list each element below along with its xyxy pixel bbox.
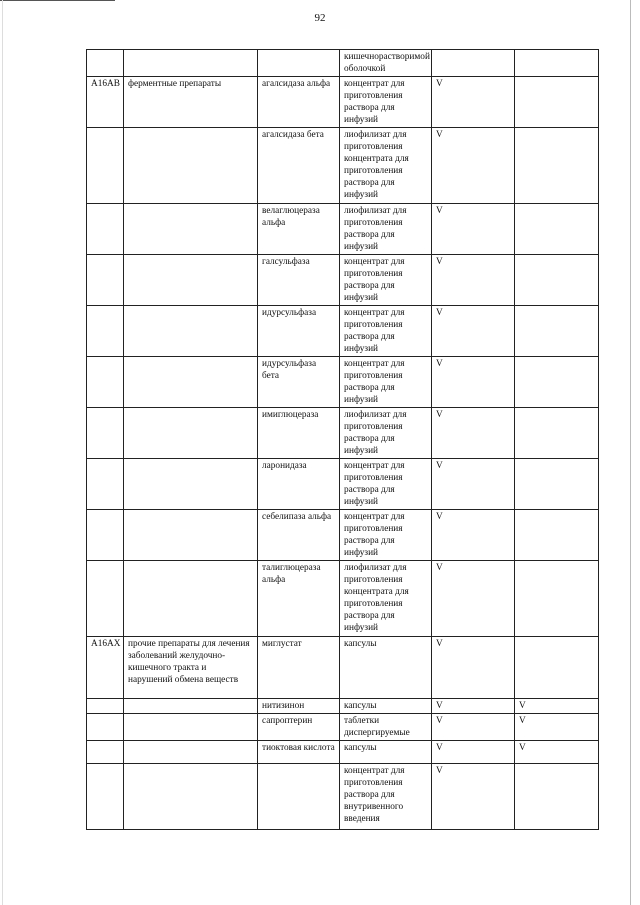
cell-form: концентрат для приготовления раствора для внутривенного введения [340,764,432,830]
cell-form: капсулы [340,637,432,699]
cell-mark2 [515,306,599,357]
table-row [87,699,599,714]
cell-group [124,764,258,830]
cell-group [124,306,258,357]
cell-group: ферментные препараты [124,77,258,128]
cell-form: концентрат для приготовления раствора для инфузий [340,459,432,510]
cell-group [124,128,258,204]
cell-code [87,741,124,764]
cell-code [87,714,124,741]
cell-form: лиофилизат для приготовления концентрата для приготовления раствора для инфузий [340,128,432,204]
cell-group: прочие препараты для лечения заболеваний желудочно-кишечного тракта и нарушений обмена веществ [124,637,258,699]
table-row [87,561,599,637]
cell-drug: галсульфаза [258,255,340,306]
cell-mark1: V [432,306,515,357]
cell-group [124,741,258,764]
cell-group [124,50,258,77]
cell-drug [258,50,340,77]
cell-code [87,459,124,510]
table-row [87,77,599,128]
cell-mark2 [515,357,599,408]
cell-code [87,408,124,459]
cell-group [124,510,258,561]
cell-mark2 [515,459,599,510]
cell-mark1: V [432,699,515,714]
cell-mark1: V [432,255,515,306]
cell-mark2 [515,637,599,699]
table-row [87,306,599,357]
cell-mark1: V [432,764,515,830]
cell-form: концентрат для приготовления раствора для инфузий [340,510,432,561]
cell-mark2: V [515,699,599,714]
drug-table [86,49,599,830]
cell-mark1: V [432,561,515,637]
cell-form: лиофилизат для приготовления раствора для инфузий [340,204,432,255]
cell-mark1: V [432,741,515,764]
cell-mark2: V [515,714,599,741]
cell-form: капсулы [340,741,432,764]
cell-form: лиофилизат для приготовления раствора для инфузий [340,408,432,459]
page-number: 92 [314,12,326,24]
cell-code [87,204,124,255]
table-body [87,50,599,830]
table-row [87,510,599,561]
cell-mark2 [515,764,599,830]
cell-mark2 [515,561,599,637]
cell-mark2 [515,204,599,255]
cell-form: концентрат для приготовления раствора для инфузий [340,357,432,408]
cell-drug: агалсидаза альфа [258,77,340,128]
table-row [87,637,599,699]
cell-mark2 [515,128,599,204]
cell-drug: миглустат [258,637,340,699]
cell-code [87,255,124,306]
cell-code [87,699,124,714]
cell-code: A16AB [87,77,124,128]
cell-drug: идурсульфаза [258,306,340,357]
cell-code [87,510,124,561]
table-row [87,255,599,306]
cell-group [124,561,258,637]
cell-mark1: V [432,408,515,459]
table-row [87,204,599,255]
cell-form: концентрат для приготовления раствора для инфузий [340,306,432,357]
cell-mark1: V [432,77,515,128]
cell-code: A16AX [87,637,124,699]
cell-mark1: V [432,637,515,699]
cell-group [124,255,258,306]
cell-form: кишечнорастворимой оболочкой [340,50,432,77]
cell-drug: нитизинон [258,699,340,714]
cell-code [87,128,124,204]
cell-mark2 [515,408,599,459]
cell-drug: имиглюцераза [258,408,340,459]
cell-drug: ларонидаза [258,459,340,510]
table-row [87,408,599,459]
cell-group [124,408,258,459]
cell-form: капсулы [340,699,432,714]
table-row [87,714,599,741]
cell-mark1: V [432,357,515,408]
cell-code [87,764,124,830]
cell-form: таблетки диспергируемые [340,714,432,741]
cell-code [87,306,124,357]
cell-drug: талиглюцераза альфа [258,561,340,637]
cell-group [124,459,258,510]
cell-code [87,561,124,637]
scan-edge-top [0,0,115,1]
cell-mark2 [515,510,599,561]
cell-group [124,699,258,714]
cell-mark1: V [432,128,515,204]
cell-mark1: V [432,510,515,561]
cell-mark2 [515,50,599,77]
cell-form: концентрат для приготовления раствора для инфузий [340,255,432,306]
cell-mark2 [515,255,599,306]
table-row [87,357,599,408]
cell-group [124,714,258,741]
scan-edge-left [2,0,3,905]
table-row [87,50,599,77]
cell-drug: идурсульфаза бета [258,357,340,408]
scan-edge-right [630,0,631,905]
table-row [87,459,599,510]
cell-drug: велаглюцераза альфа [258,204,340,255]
cell-code [87,50,124,77]
cell-mark1 [432,50,515,77]
cell-group [124,204,258,255]
cell-mark1: V [432,204,515,255]
cell-drug: сапроптерин [258,714,340,741]
table-row [87,128,599,204]
cell-drug [258,764,340,830]
cell-group [124,357,258,408]
cell-drug: себелипаза альфа [258,510,340,561]
cell-form: лиофилизат для приготовления концентрата для приготовления раствора для инфузий [340,561,432,637]
cell-mark2 [515,77,599,128]
cell-drug: агалсидаза бета [258,128,340,204]
cell-drug: тиоктовая кислота [258,741,340,764]
cell-mark2: V [515,741,599,764]
cell-form: концентрат для приготовления раствора для инфузий [340,77,432,128]
table-row [87,741,599,764]
cell-code [87,357,124,408]
cell-mark1: V [432,714,515,741]
table-row [87,764,599,830]
cell-mark1: V [432,459,515,510]
